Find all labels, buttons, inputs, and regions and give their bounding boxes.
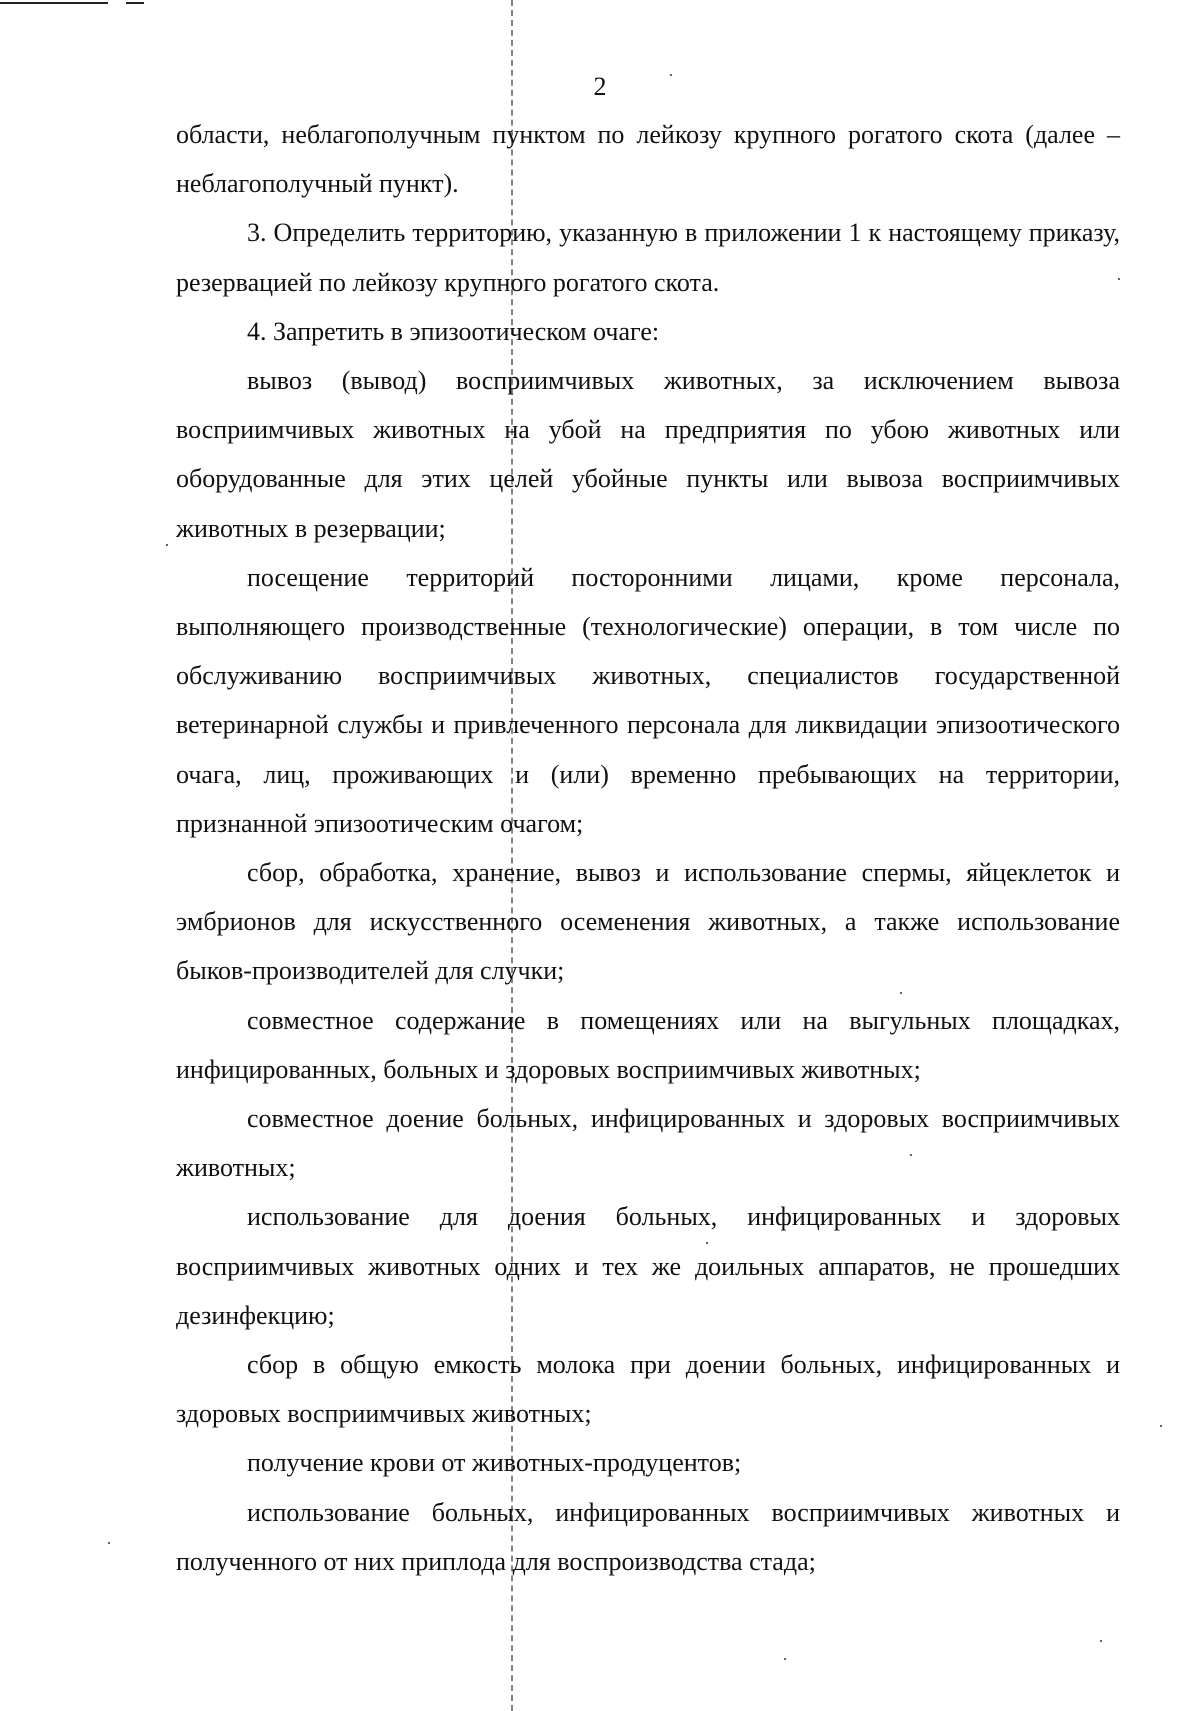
paragraph: сбор, обработка, хранение, вывоз и использование спермы, яйцеклеток и эмбрионов для искусственного осеменения животных, а также использование быков-производителей для случки;: [176, 858, 1120, 986]
document-body: [176, 110, 1120, 1586]
paragraph: совместное доение больных, инфицированных и здоровых восприимчивых животных;: [176, 1104, 1120, 1183]
scan-speck: [166, 544, 168, 546]
paragraph: области, неблагополучным пунктом по лейкозу крупного рогатого скота (далее – неблагополучный пункт).: [176, 120, 1120, 199]
scan-artifact-line: [0, 2, 108, 4]
paragraph: получение крови от животных-продуцентов;: [247, 1448, 742, 1478]
paragraph: использование больных, инфицированных восприимчивых животных и полученного от них приплода для воспроизводства стада;: [176, 1497, 1120, 1576]
paragraph: 3. Определить территорию, указанную в приложении 1 к настоящему приказу, резервацией по лейкозу крупного рогатого скота.: [176, 218, 1120, 297]
scan-speck: [108, 1542, 110, 1544]
scan-speck: [1160, 1425, 1162, 1427]
paragraph: 4. Запретить в эпизоотическом очаге:: [247, 316, 660, 346]
scan-artifact-line: [126, 2, 144, 4]
paragraph: сбор в общую емкость молока при доении больных, инфицированных и здоровых восприимчивых животных;: [176, 1350, 1120, 1429]
page-number: 2: [593, 72, 607, 101]
scan-speck: [784, 1658, 786, 1660]
paragraph: использование для доения больных, инфицированных и здоровых восприимчивых животных одних и тех же доильных аппаратов, не прошедших дезинфекцию;: [176, 1202, 1120, 1330]
paragraph: посещение территорий посторонними лицами, кроме персонала, выполняющего производственные (технологические) операции, в том числе по обслуживанию восприимчивых животных, специалистов государственной ветеринарной службы и привлеченного персонала для ликвидации эпизоотического очага, лиц, проживающих и (или) временно пребывающих на территории, признанной эпизоотическим очагом;: [176, 562, 1120, 838]
paragraph: вывоз (вывод) восприимчивых животных, за исключением вывоза восприимчивых животных на убой на предприятия по убою животных или оборудованные для этих целей убойные пункты или вывоза восприимчивых животных в резервации;: [176, 366, 1120, 543]
scan-speck: [1100, 1640, 1102, 1642]
paragraph: совместное содержание в помещениях или на выгульных площадках, инфицированных, больных и здоровых восприимчивых животных;: [176, 1005, 1120, 1084]
